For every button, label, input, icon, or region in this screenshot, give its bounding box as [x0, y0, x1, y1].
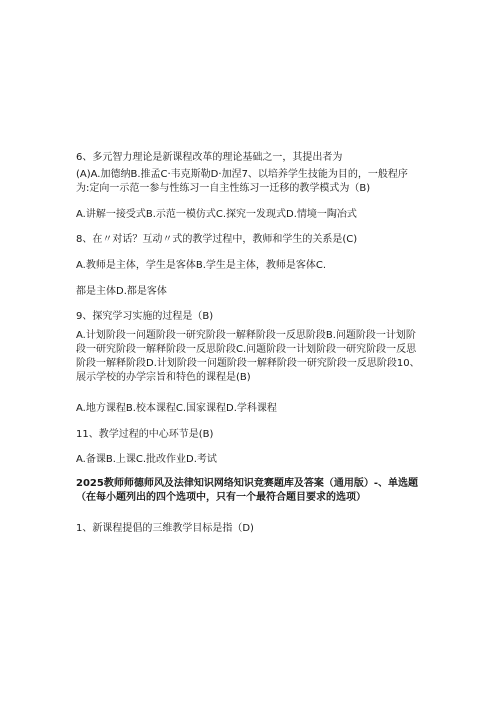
question-9-stem: 9、探究学习实施的过程是（B): [76, 311, 214, 322]
question-6-stem: 6、多元智力理论是新课程改革的理论基础之一，其提出者为: [76, 152, 343, 163]
question-9-options-and-question-10: A.计划阶段一问题阶段一研究阶段一解释阶段一反思阶段B.问题阶段一计划阶段一研究阶段一解释阶段一反思阶段C.问题阶段一计划阶段一研究阶段一反思阶段一解释阶段D.计划阶段一问题阶段一解释阶段一研究阶段一反思阶段10、展示学校的办学宗旨和特色的课程是(B): [76, 330, 420, 383]
question-11-stem: 11、教学过程的中心环节是(B): [76, 429, 214, 440]
question-8-options-line-2: 都是主体D.都是客体: [76, 286, 167, 297]
question-1-stem: 1、新课程提倡的三维教学目标是指（D): [76, 523, 254, 534]
question-11-options: A.备课B.上课C.批改作业D.考试: [76, 454, 217, 465]
section-title: 2025教师师德师风及法律知识网络知识竞赛题库及答案（通用版）-、单选题（在每小题列出的四个选项中，只有一个最符合题目要求的选项）: [76, 478, 418, 503]
question-6-answer-and-question-7: (A)A.加德纳B.推孟C·韦克斯勒D·加涅7、以培养学生技能为目的，一般程序为:定向一示范一参与性练习一自主性练习一迁移的教学模式为（B): [76, 169, 408, 194]
question-8-options-line-1: A.教师是主体，学生是客体B.学生是主体，教师是客体C.: [76, 260, 327, 271]
question-8-stem: 8、在〃对话？互动〃式的教学过程中，教师和学生的关系是(C): [76, 234, 358, 245]
question-10-options: A.地方课程B.校本课程C.国家课程D.学科课程: [76, 403, 277, 414]
question-7-options: A.讲解一接受式B.示范一模仿式C.探究一发现式D.情境一陶冶式: [76, 209, 357, 220]
